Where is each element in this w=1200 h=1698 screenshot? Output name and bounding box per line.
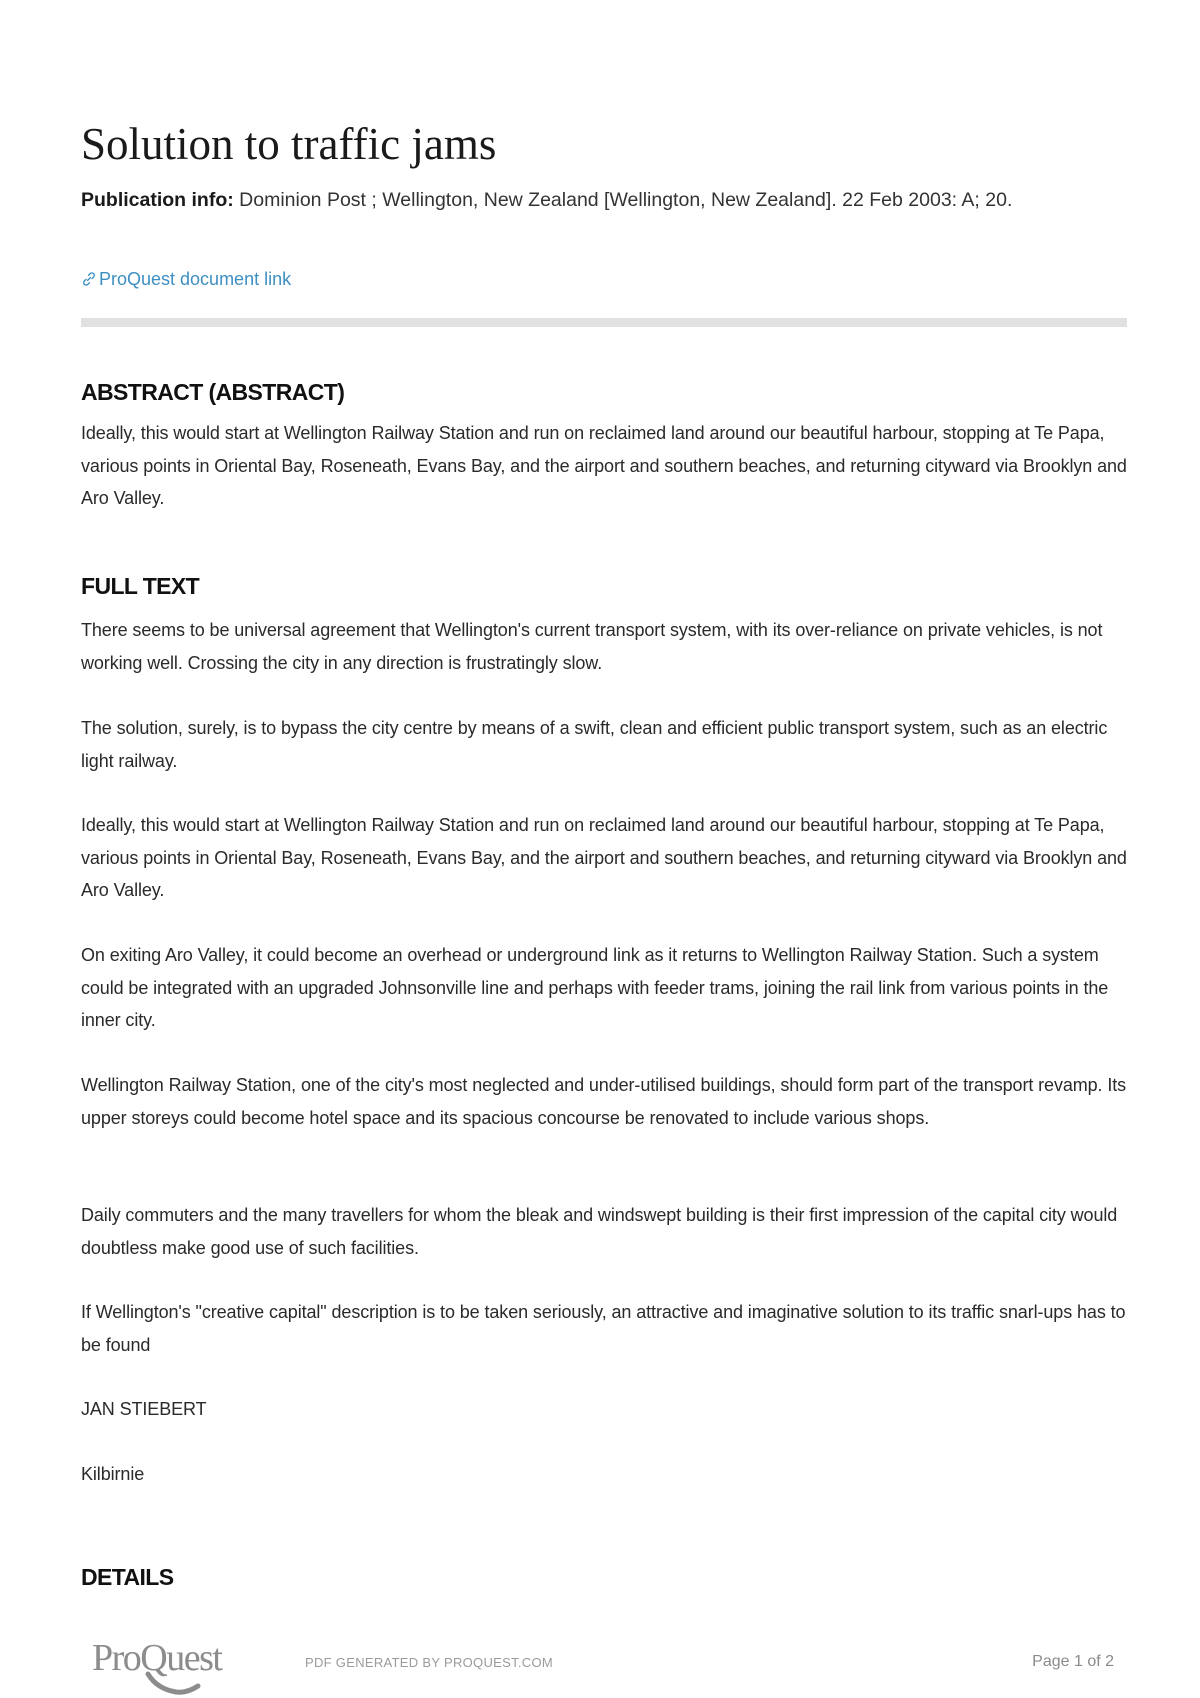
full-text-paragraph: There seems to be universal agreement that Wellington's current transport system, with its over-reliance on private vehicles, is not working well. Crossing the city in any direction is frustratingly slow. xyxy=(81,620,1103,673)
full-text-paragraph: The solution, surely, is to bypass the city centre by means of a swift, clean and efficient public transport system, such as an electric light railway. xyxy=(81,718,1108,771)
proquest-document-link[interactable] xyxy=(81,266,291,292)
page-number: Page 1 of 2 xyxy=(1032,1653,1114,1670)
proquest-logo xyxy=(88,1632,248,1696)
document-title: Solution to traffic jams xyxy=(81,119,497,169)
full-text-paragraph: If Wellington's "creative capital" description is to be taken seriously, an attractive and imaginative solution to its traffic snarl-ups has to be found xyxy=(81,1302,1126,1355)
proquest-document-link-label: ProQuest document link xyxy=(99,269,292,289)
page-footer xyxy=(0,1624,1200,1698)
abstract-heading: ABSTRACT (ABSTRACT) xyxy=(81,379,345,405)
link-icon xyxy=(81,271,97,287)
section-divider xyxy=(81,318,1127,327)
full-text-heading: FULL TEXT xyxy=(81,573,200,599)
abstract-text: Ideally, this would start at Wellington Railway Station and run on reclaimed land around our beautiful harbour, stopping at Te Papa, various points in Oriental Bay, Roseneath, Evans Bay, and the airport and southern beaches, and returning cityward via Brooklyn and Aro Valley. xyxy=(81,423,1127,508)
author-location: Kilbirnie xyxy=(81,1464,145,1484)
full-text-paragraph: Ideally, this would start at Wellington Railway Station and run on reclaimed land around our beautiful harbour, stopping at Te Papa, various points in Oriental Bay, Roseneath, Evans Bay, and the airport and southern beaches, and returning cityward via Brooklyn and Aro Valley. xyxy=(81,815,1127,900)
pdf-generated-label: PDF GENERATED BY PROQUEST.COM xyxy=(305,1655,554,1670)
full-text-paragraph: Daily commuters and the many travellers for whom the bleak and windswept building is their first impression of the capital city would doubtless make good use of such facilities. xyxy=(81,1205,1118,1258)
publication-info-label: Publication info: xyxy=(81,189,234,211)
publication-info-value: Dominion Post ; Wellington, New Zealand [Wellington, New Zealand]. 22 Feb 2003: A; 20. xyxy=(239,189,1013,211)
author-name: JAN STIEBERT xyxy=(81,1399,207,1419)
proquest-logo-text: ProQuest xyxy=(92,1637,222,1679)
full-text-paragraph: On exiting Aro Valley, it could become an overhead or underground link as it returns to Wellington Railway Station. Such a system could be integrated with an upgraded Johnsonville line and perhaps with feeder trams, joining the rail link from various points in the inner city. xyxy=(81,945,1109,1030)
details-heading: DETAILS xyxy=(81,1564,174,1590)
full-text-paragraph: Wellington Railway Station, one of the city's most neglected and under-utilised buildings, should form part of the transport revamp. Its upper storeys could become hotel space and its spacious concourse be renovated to include various shops. xyxy=(81,1075,1127,1128)
publication-info xyxy=(81,184,1111,216)
